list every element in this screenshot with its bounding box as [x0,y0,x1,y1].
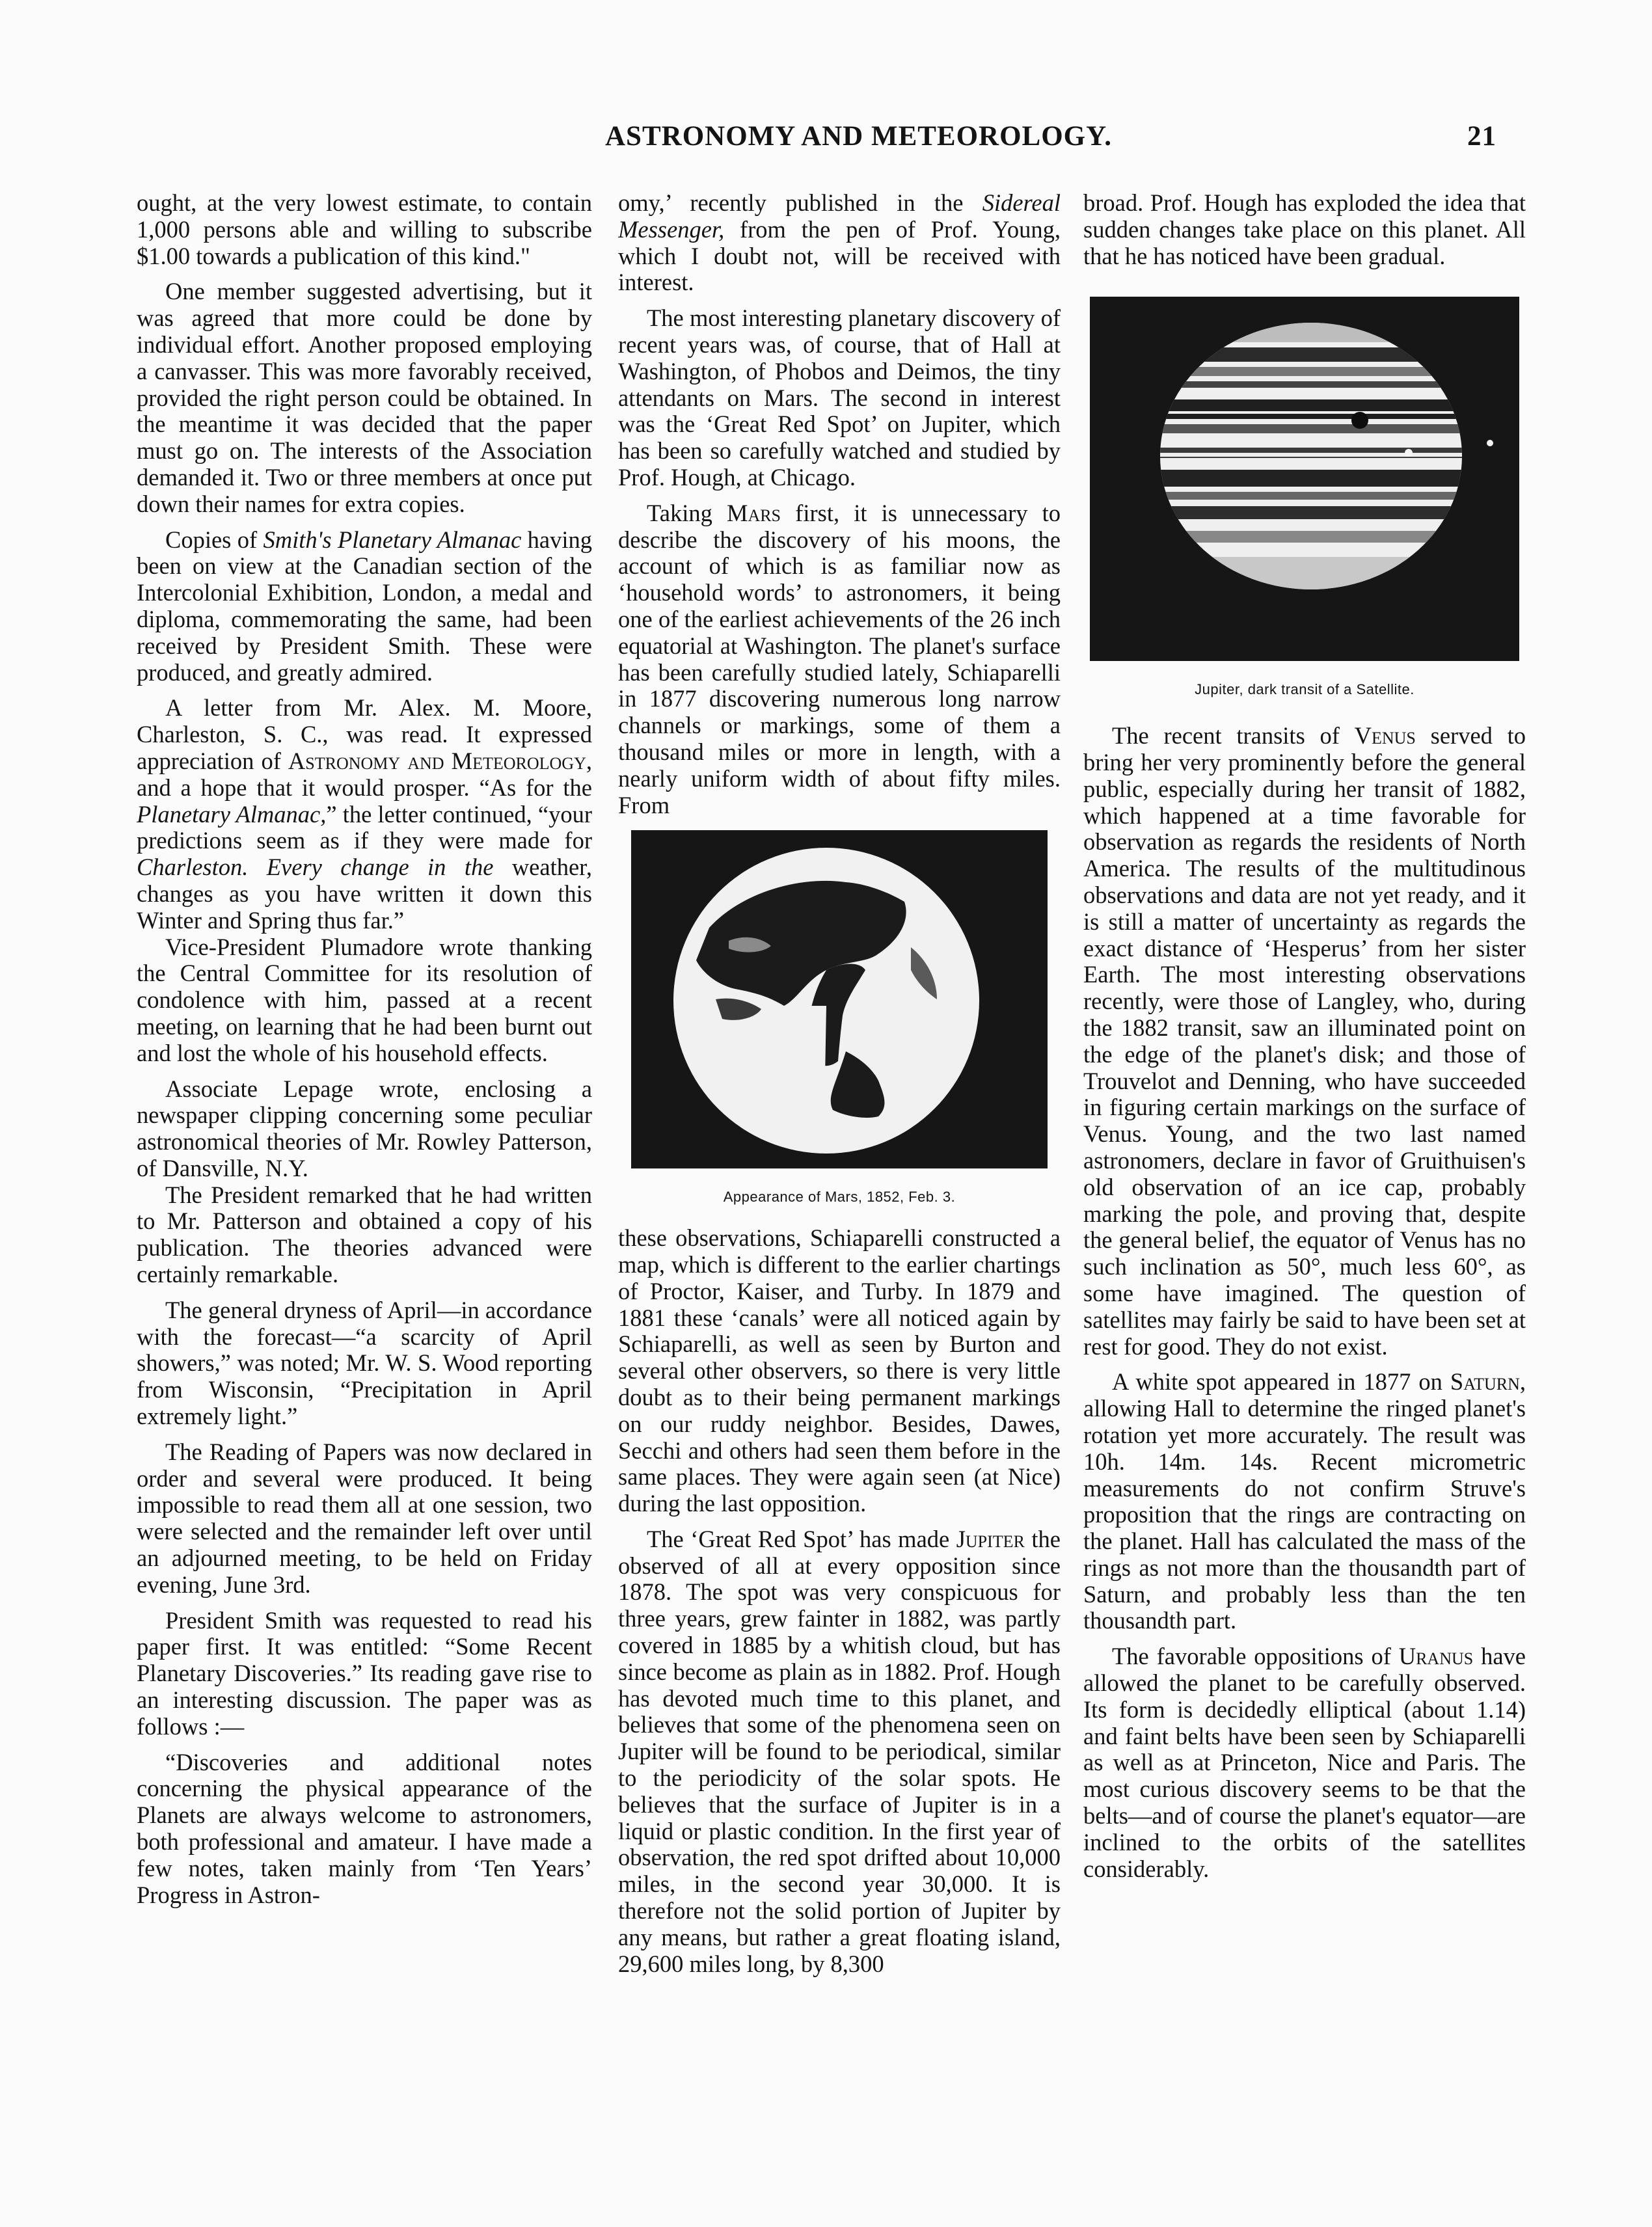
mars-illustration [631,830,1048,1168]
paragraph: Associate Lepage wrote, enclosing a newspaper clipping concerning some peculiar astronomical theories of Mr. Rowley Patterson, of Dansville, N.Y. [137,1075,592,1181]
paragraph: The general dryness of April—in accordance with the forecast—“a scarcity of April showers,” was noted; Mr. W. S. Wood reporting from Wisconsin, “Precipitation in April extremely light.” [137,1296,592,1430]
paragraph: The President remarked that he had written to Mr. Patterson and obtained a copy of his publication. The theories advanced were certainly remarkable. [137,1181,592,1288]
column-1 [137,190,592,2071]
paragraph: these observations, Schiaparelli constructed a map, which is different to the earlier chartings of Proctor, Kaiser, and Turby. In 1879 and 1881 these ‘canals’ were all noticed again by Schiaparelli, as well as seen by Burton and several other observers, so there is very little doubt as to their being permanent markings on our ruddy neighbor. Besides, Dawes, Secchi and others had seen them before in the same places. They were again seen (at Nice) during the last opposition. [618,1224,1061,1517]
page-number: 21 [1467,121,1496,152]
column-3 [1083,190,1526,2071]
paragraph: The ‘Great Red Spot’ has made Jupiter the observed of all at every opposition since 1878. The spot was very conspicuous for three years, grew fainter in 1882, was partly covered in 1885 by a whitish cloud, but has since become as plain as in 1882. Prof. Hough has devoted much time to this planet, and believes that some of the phenomena seen on Jupiter will be found to be periodical, similar to the periodicity of the solar spots. He believes that the surface of Jupiter is in a liquid or plastic condition. In the first year of observation, the red spot drifted about 10,000 miles, in the second year 30,000. It is therefore not the solid portion of Jupiter by any means, but rather a great floating island, 29,600 miles long, by 8,300 [618,1525,1061,1977]
paragraph: A letter from Mr. Alex. M. Moore, Charleston, S. C., was read. It expressed appreciation of Astronomy and Meteorology, and a hope that it would prosper. “As for the Planetary Almanac,” the letter continued, “your predictions seem as if they were made for Charleston. Every change in the weather, changes as you have written it down this Winter and Spring thus far.” [137,694,592,934]
paragraph: The Reading of Papers was now declared in order and several were produced. It being impossible to read them all at one session, two were selected and the remainder left over until an adjourned meeting, to be held on Friday evening, June 3rd. [137,1438,592,1598]
jupiter-figure [1083,297,1526,703]
journal-title: ASTRONOMY AND METEOROLOGY. [605,121,1112,152]
paragraph: President Smith was requested to read his paper first. It was entitled: “Some Recent Planetary Discoveries.” Its reading gave rise to an interesting discussion. The paper was as follows :— [137,1606,592,1740]
paragraph: The favorable oppositions of Uranus have allowed the planet to be carefully observed. Its form is decidedly elliptical (about 1.14) and faint belts have been seen by Schiaparelli as well as at Princeton, Nice and Paris. The most curious discovery seems to be that the belts—and of course the planet's equator—are inclined to the orbits of the satellites considerably. [1083,1643,1526,1882]
paragraph: Copies of Smith's Planetary Almanac having been on view at the Canadian section of the Intercolonial Exhibition, London, a medal and diploma, commemorating the same, had been received by President Smith. These were produced, and greatly admired. [137,526,592,686]
figure-caption: Jupiter, dark transit of a Satellite. [1195,681,1415,698]
paragraph: A white spot appeared in 1877 on Saturn, allowing Hall to determine the ringed planet's rotation yet more accurately. The result was 10h. 14m. 14s. Recent micrometric measurements do not confirm Struve's proposition that the rings are contracting on the planet. Hall has calculated the mass of the rings as not more than the thousandth part of Saturn, and probably less than the ten thousandth part. [1083,1368,1526,1634]
paragraph: “Discoveries and additional notes concerning the physical appearance of the Planets are always welcome to astronomers, both professional and amateur. I have made a few notes, taken mainly from ‘Ten Years’ Progress in Astron- [137,1748,592,1908]
column-2 [618,190,1061,2071]
paragraph: ought, at the very lowest estimate, to contain 1,000 persons able and willing to subscribe $1.00 towards a publication of this kind." [137,190,592,269]
paragraph: The recent transits of Venus served to bring her very prominently before the general public, especially during her transit of 1882, which happened at a time favorable for observation as regards the residents of North America. The results of the multitudinous observations and data are not yet ready, and it is still a matter of uncertainty as regards the exact distance of ‘Hesperus’ from her sister Earth. The most interesting observations recently, were those of Langley, who, during the 1882 transit, saw an illuminated point on the edge of the planet's disk; and those of Trouvelot and Denning, who have succeeded in figuring certain markings on the surface of Venus. Young, and the two last named astronomers, declare in favor of Gruithuisen's old observation of an ice cap, probably marking the pole, and proving that, despite the general belief, the equator of Venus has no such inclination as 50°, much less 60°, as some have imagined. The question of satellites may fairly be said to have been set at rest for good. They do not exist. [1083,722,1526,1360]
paragraph: Taking Mars first, it is unnecessary to describe the discovery of his moons, the account of which is as familiar now as ‘household words’ to astronomers, it being one of the earliest achievements of the 26 inch equatorial at Washington. The planet's surface has been carefully studied lately, Schiaparelli in 1877 discovering numerous long narrow channels or markings, some of them a thousand miles or more in length, with a nearly uniform width of about fifty miles. From [618,499,1061,818]
paragraph: One member suggested advertising, but it was agreed that more could be done by individual effort. Another proposed employing a canvasser. This was more favorably received, provided the right person could be obtained. In the meantime it was decided that the paper must go on. The interests of the Association demanded it. Two or three members at once put down their names for extra copies. [137,278,592,517]
jupiter-illustration [1090,297,1519,661]
paragraph: The most interesting planetary discovery of recent years was, of course, that of Hall at Washington, of Phobos and Deimos, the tiny attendants on Mars. The second in interest was the ‘Great Red Spot’ on Jupiter, which has been so carefully watched and studied by Prof. Hough, at Chicago. [618,304,1061,491]
paragraph: omy,’ recently published in the Sidereal Messenger, from the pen of Prof. Young, which I doubt not, will be received with interest. [618,190,1061,296]
mars-figure [618,830,1061,1211]
paragraph: Vice-President Plumadore wrote thanking the Central Committee for its resolution of condolence with him, passed at a recent meeting, on learning that he had been burnt out and lost the whole of his household effects. [137,933,592,1066]
figure-caption: Appearance of Mars, 1852, Feb. 3. [723,1189,956,1206]
paragraph: broad. Prof. Hough has exploded the idea that sudden changes take place on this planet. All that he has noticed have been gradual. [1083,190,1526,269]
